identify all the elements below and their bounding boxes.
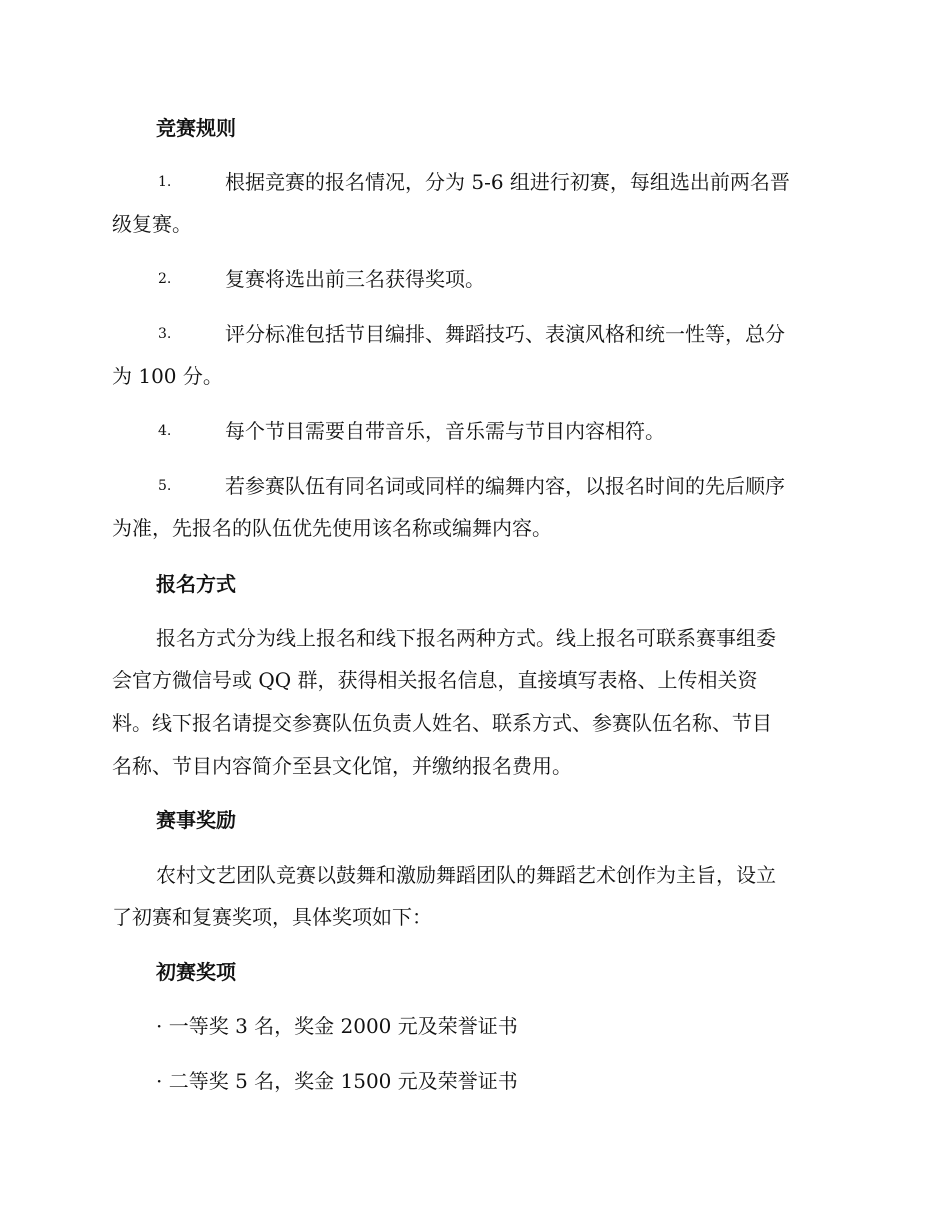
section-heading-prelim-awards: 初赛奖项 [156, 960, 236, 984]
rule-number: 2. [158, 271, 172, 287]
rule-text-continued: 为准，先报名的队伍优先使用该名称或编舞内容。 [112, 516, 552, 540]
rule-number: 1. [158, 174, 172, 190]
rule-number: 5. [158, 478, 172, 494]
rule-number: 3. [158, 326, 172, 342]
awards-paragraph-line: 农村文艺团队竞赛以鼓舞和激励舞蹈团队的舞蹈艺术创作为主旨，设立 [156, 863, 776, 887]
rule-text-continued: 为 100 分。 [112, 364, 223, 388]
rule-text: 评分标准包括节目编排、舞蹈技巧、表演风格和统一性等，总分 [225, 322, 785, 346]
registration-paragraph-line: 报名方式分为线上报名和线下报名两种方式。线上报名可联系赛事组委 [156, 626, 776, 650]
registration-paragraph-line: 名称、节目内容简介至县文化馆，并缴纳报名费用。 [112, 754, 572, 778]
prelim-award-item: · 二等奖 5 名，奖金 1500 元及荣誉证书 [156, 1069, 518, 1093]
section-heading-awards: 赛事奖励 [156, 808, 236, 832]
section-heading-rules: 竞赛规则 [156, 116, 236, 140]
rule-text: 根据竞赛的报名情况，分为 5-6 组进行初赛，每组选出前两名晋 [225, 170, 790, 194]
prelim-award-item: · 一等奖 3 名，奖金 2000 元及荣誉证书 [156, 1014, 518, 1038]
rule-text: 复赛将选出前三名获得奖项。 [225, 267, 485, 291]
rule-text: 若参赛队伍有同名词或同样的编舞内容，以报名时间的先后顺序 [225, 474, 785, 498]
registration-paragraph-line: 料。线下报名请提交参赛队伍负责人姓名、联系方式、参赛队伍名称、节目 [112, 711, 772, 735]
rule-number: 4. [158, 423, 172, 439]
awards-paragraph-line: 了初赛和复赛奖项，具体奖项如下： [112, 905, 432, 929]
rule-text: 每个节目需要自带音乐，音乐需与节目内容相符。 [225, 419, 665, 443]
section-heading-registration: 报名方式 [156, 572, 236, 596]
registration-paragraph-line: 会官方微信号或 QQ 群，获得相关报名信息，直接填写表格、上传相关资 [112, 668, 758, 692]
rule-text-continued: 级复赛。 [112, 212, 192, 236]
